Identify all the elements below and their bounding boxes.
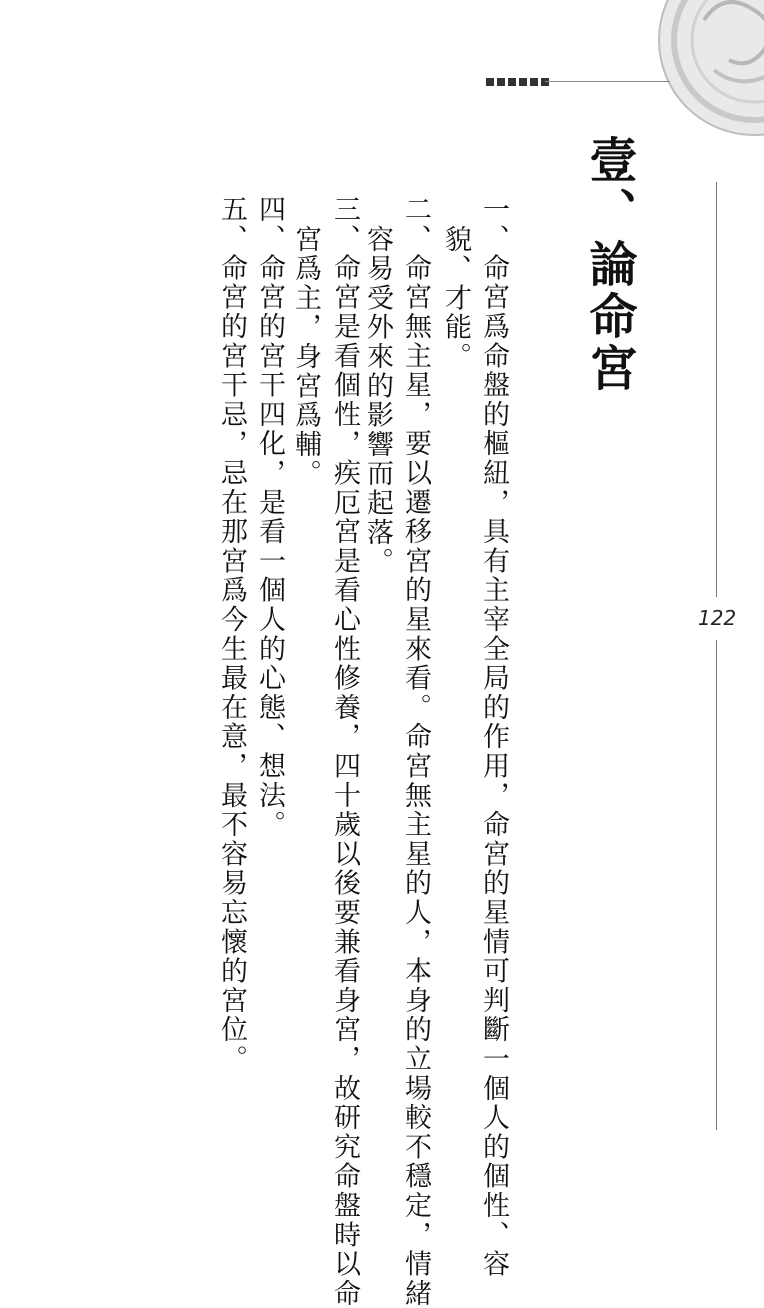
item-3-line-2: 宮爲主，身宮爲輔。 <box>290 225 321 489</box>
item-3-line-1: 三、命宮是看個性，疾厄宮是看心性修養，四十歲以後要兼看身宮，故研究命盤時以命 <box>329 195 360 1308</box>
item-1-line-1: 一、命宮爲命盤的樞紐，具有主宰全局的作用，命宮的星情可判斷一個人的個性、容 <box>478 195 509 1280</box>
item-2-line-2: 容易受外來的影響而起落。 <box>362 225 393 577</box>
side-rule-bottom <box>716 640 717 1130</box>
side-rule-top <box>716 182 717 597</box>
header-rule <box>545 81 670 82</box>
page-number: 122 <box>698 606 737 630</box>
item-5-line-1: 五、命宮的宮干忌，忌在那宮爲今生最在意，最不容易忘懷的宮位。 <box>216 195 247 1074</box>
item-2-line-1: 二、命宮無主星，要以遷移宮的星來看。命宮無主星的人，本身的立場較不穩定，情緒 <box>400 195 431 1308</box>
chapter-title: 壹、論命宮 <box>581 135 637 395</box>
item-1-line-2: 貌、才能。 <box>440 225 471 372</box>
medallion-ornament-icon <box>644 0 764 150</box>
header-square-dots <box>486 78 549 86</box>
item-4-line-1: 四、命宮的宮干四化，是看一個人的心態、想法。 <box>254 195 285 840</box>
